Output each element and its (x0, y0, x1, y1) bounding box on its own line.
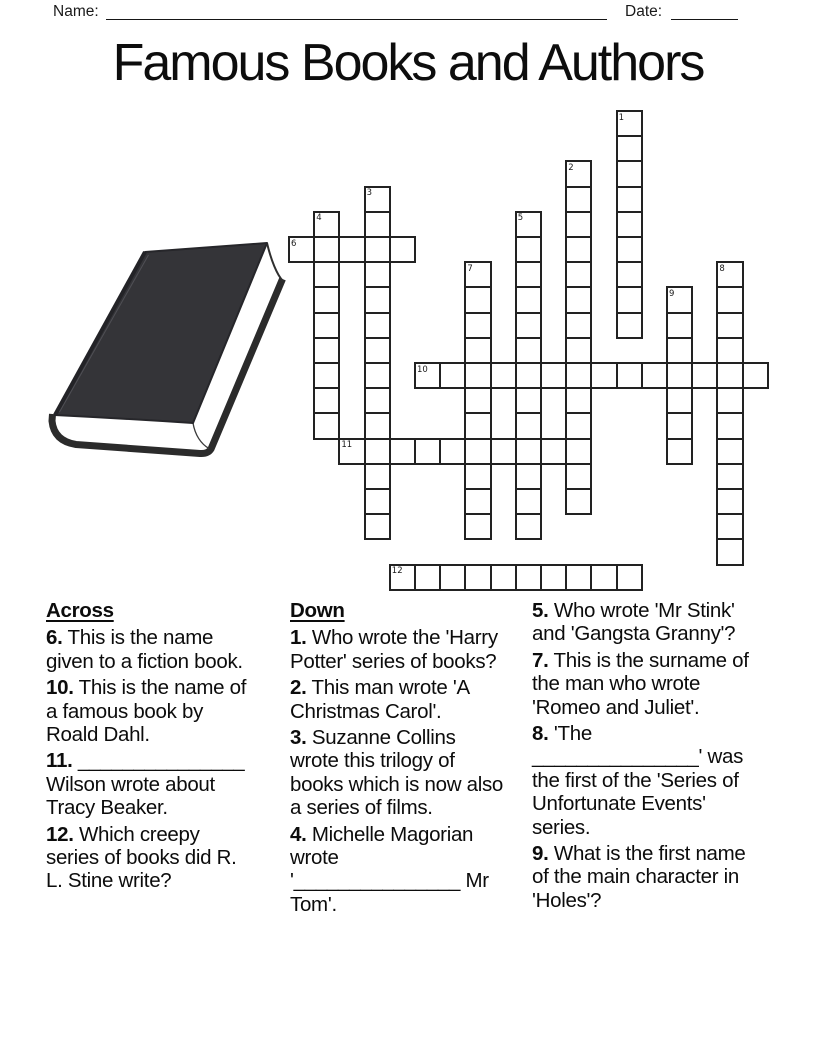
clue-number: 4. (290, 822, 307, 846)
clue-text: This is the name given to a fiction book. (46, 626, 243, 673)
clue-text: This is the surname of the man who wrote 'Romeo and Juliet'. (532, 648, 749, 719)
clue-number: 9. (532, 842, 549, 866)
grid-cell-number: 10 (417, 364, 428, 375)
grid-cell (439, 362, 466, 389)
grid-cell (742, 362, 769, 389)
grid-cell (590, 362, 617, 389)
clue-text: Which creepy series of books did R. L. Stine write? (46, 822, 237, 893)
grid-cell-number: 5 (517, 213, 524, 224)
grid-cell (540, 438, 567, 465)
grid-cell (515, 463, 542, 490)
grid-cell (565, 463, 592, 490)
grid-cell-number: 9 (669, 288, 675, 299)
grid-cell (515, 564, 542, 591)
grid-cell (515, 337, 542, 364)
grid-cell (490, 362, 517, 389)
clue-item (532, 722, 764, 839)
name-label: Name: (53, 3, 99, 20)
grid-cell-number: 4 (316, 213, 322, 224)
clue-number: 10. (46, 676, 74, 700)
grid-cell (616, 236, 643, 263)
grid-cell (464, 513, 491, 540)
clue-text: _______________ Wilson wrote about Tracy Beaker. (46, 749, 245, 820)
grid-cell (565, 236, 592, 263)
grid-cell (540, 564, 567, 591)
clue-item (46, 749, 250, 819)
grid-cell (364, 513, 391, 540)
grid-cell (515, 236, 542, 263)
grid-cell (716, 387, 743, 414)
grid-cell (464, 337, 491, 364)
grid-cell (716, 538, 743, 565)
grid-cell (716, 488, 743, 515)
grid-cell (616, 135, 643, 162)
clue-number: 8. (532, 722, 549, 746)
grid-cell (515, 488, 542, 515)
clue-list-heading: Across (46, 599, 114, 622)
grid-cell (439, 564, 466, 591)
grid-cell (565, 186, 592, 213)
grid-cell (666, 412, 693, 439)
grid-cell (313, 387, 340, 414)
grid-cell (616, 211, 643, 238)
grid-cell (716, 312, 743, 339)
clue-number: 3. (290, 726, 307, 750)
grid-cell (364, 362, 391, 389)
grid-cell (515, 312, 542, 339)
grid-cell (616, 261, 643, 288)
grid-cell (616, 362, 643, 389)
grid-cell-number: 6 (291, 238, 297, 249)
clues-column-down (290, 599, 503, 919)
grid-cell (364, 412, 391, 439)
clue-item (290, 726, 503, 820)
grid-cell (515, 362, 542, 389)
clue-text: This is the name of a famous book by Roald Dahl. (46, 676, 247, 747)
grid-cell (565, 286, 592, 313)
grid-cell (364, 312, 391, 339)
grid-cell (716, 362, 743, 389)
grid-cell-number: 7 (467, 263, 473, 274)
grid-cell (464, 488, 491, 515)
grid-cell (464, 463, 491, 490)
grid-cell (364, 463, 391, 490)
clue-item (46, 626, 250, 673)
grid-cell-number: 3 (366, 188, 373, 199)
grid-cell (364, 236, 391, 263)
grid-cell (515, 438, 542, 465)
grid-cell (716, 286, 743, 313)
grid-cell (565, 362, 592, 389)
clue-text: What is the first name of the main character in 'Holes'? (532, 842, 746, 912)
clues-column-across (46, 599, 250, 896)
grid-cell-number: 2 (568, 162, 574, 173)
grid-cell (666, 362, 693, 389)
clue-text: Who wrote the 'Harry Potter' series of books? (290, 626, 498, 673)
clue-number: 7. (532, 648, 549, 672)
grid-cell (616, 186, 643, 213)
grid-cell (666, 387, 693, 414)
clue-item (532, 649, 764, 719)
grid-cell (515, 387, 542, 414)
clue-item (46, 823, 250, 893)
grid-cell-number: 8 (719, 263, 725, 274)
grid-cell (616, 160, 643, 187)
grid-cell (414, 564, 441, 591)
grid-cell (565, 438, 592, 465)
grid-cell (464, 412, 491, 439)
clue-item (290, 823, 503, 917)
grid-cell (565, 337, 592, 364)
clue-item (46, 676, 250, 746)
grid-cell (464, 438, 491, 465)
grid-cell (338, 236, 365, 263)
grid-cell (515, 412, 542, 439)
grid-cell (464, 312, 491, 339)
grid-cell (313, 337, 340, 364)
clue-number: 11. (46, 749, 73, 773)
grid-cell (313, 312, 340, 339)
clue-text: Michelle Magorian wrote '_______________ Mr Tom'. (290, 822, 489, 916)
clue-number: 5. (532, 599, 549, 622)
grid-cell (666, 337, 693, 364)
grid-cell (716, 438, 743, 465)
clue-text: This man wrote 'A Christmas Carol'. (290, 676, 469, 723)
grid-cell (464, 564, 491, 591)
grid-cell (716, 412, 743, 439)
clue-item (290, 676, 503, 723)
clue-item (532, 599, 764, 646)
grid-cell (313, 286, 340, 313)
clue-text: Who wrote 'Mr Stink' and 'Gangsta Granny'? (532, 599, 736, 646)
grid-cell (364, 488, 391, 515)
grid-cell (389, 236, 416, 263)
clues-column-down-continued (532, 599, 764, 915)
grid-cell (364, 211, 391, 238)
grid-cell (716, 513, 743, 540)
grid-cell (364, 387, 391, 414)
grid-cell (616, 286, 643, 313)
grid-cell (590, 564, 617, 591)
grid-cell (515, 286, 542, 313)
grid-cell (565, 261, 592, 288)
grid-cell (616, 564, 643, 591)
grid-cell (439, 438, 466, 465)
grid-cell (389, 438, 416, 465)
grid-cell (716, 337, 743, 364)
grid-cell (565, 564, 592, 591)
grid-cell (313, 412, 340, 439)
grid-cell (716, 463, 743, 490)
grid-cell (565, 387, 592, 414)
grid-cell (490, 564, 517, 591)
grid-cell (313, 362, 340, 389)
page-title: Famous Books and Authors (112, 34, 704, 92)
grid-cell (641, 362, 668, 389)
date-label: Date: (625, 3, 663, 20)
clue-item (290, 626, 503, 673)
grid-cell (565, 412, 592, 439)
grid-cell (540, 362, 567, 389)
clue-number: 1. (290, 626, 307, 650)
clue-number: 12. (46, 822, 74, 846)
clue-number: 2. (290, 676, 307, 700)
clue-list-heading: Down (290, 599, 345, 622)
grid-cell (691, 362, 718, 389)
clue-number: 6. (46, 626, 63, 650)
grid-cell (364, 438, 391, 465)
grid-cell (515, 513, 542, 540)
grid-cell-number: 12 (391, 566, 403, 577)
clue-item (532, 842, 764, 912)
grid-cell (565, 488, 592, 515)
grid-cell (565, 211, 592, 238)
grid-cell (464, 286, 491, 313)
grid-cell (464, 362, 491, 389)
clue-text: 'The _______________' was the first of the 'Series of Unfortunate Events' series. (532, 722, 744, 839)
grid-cell-number: 1 (618, 112, 625, 123)
clue-text: Suzanne Collins wrote this trilogy of books which is now also a series of films. (290, 726, 504, 820)
grid-cell (666, 438, 693, 465)
grid-cell (313, 261, 340, 288)
grid-cell (313, 236, 340, 263)
grid-cell (515, 261, 542, 288)
grid-cell (364, 261, 391, 288)
grid-cell-number: 11 (341, 440, 353, 451)
grid-cell (666, 312, 693, 339)
grid-cell (364, 286, 391, 313)
grid-cell (464, 387, 491, 414)
grid-cell (490, 438, 517, 465)
grid-cell (616, 312, 643, 339)
grid-cell (414, 438, 441, 465)
grid-cell (364, 337, 391, 364)
grid-cell (565, 312, 592, 339)
